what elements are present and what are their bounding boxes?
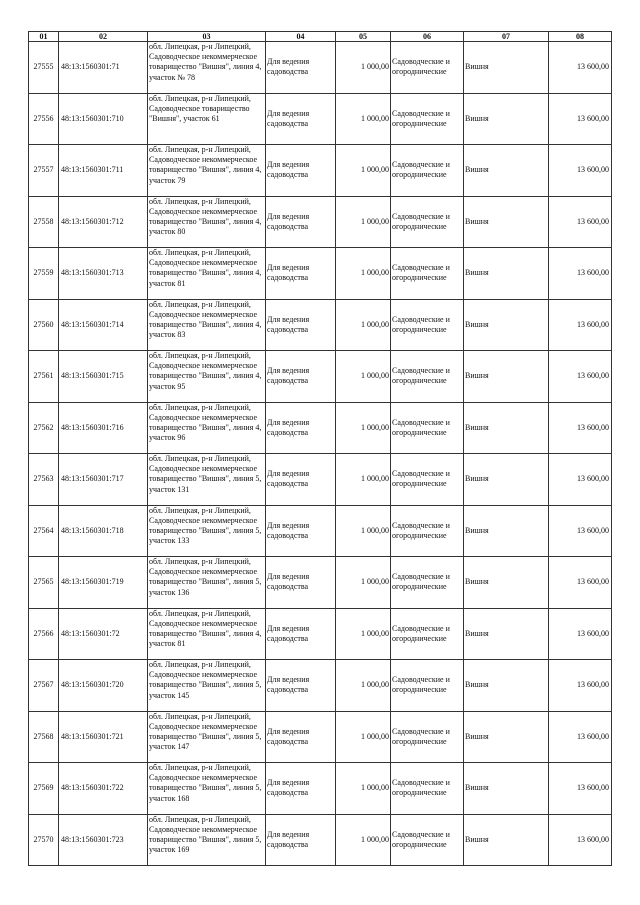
area-cell: 1 000,00	[336, 299, 391, 351]
column-header: 06	[391, 32, 464, 42]
table-row	[29, 660, 612, 712]
cadastral-cost-cell: 13 600,00	[549, 557, 612, 609]
location-cell: Вишня	[464, 711, 549, 763]
area-cell: 1 000,00	[336, 763, 391, 815]
location-cell: Вишня	[464, 608, 549, 660]
cadastral-cost-cell: 13 600,00	[549, 351, 612, 403]
table-row	[29, 711, 612, 763]
table-row	[29, 454, 612, 506]
cadastral-cost-cell: 13 600,00	[549, 93, 612, 145]
document-page	[28, 31, 611, 866]
land-category-cell: Садоводческие и огороднические	[391, 505, 464, 557]
permitted-use-cell: Для ведения садоводства	[266, 402, 336, 454]
cadastral-number-cell: 48:13:1560301:720	[59, 660, 148, 712]
table-row	[29, 814, 612, 866]
permitted-use-cell: Для ведения садоводства	[266, 711, 336, 763]
address-cell	[148, 196, 266, 248]
cadastral-cost-cell: 13 600,00	[549, 711, 612, 763]
row-number-cell: 27568	[29, 711, 59, 763]
row-number-cell: 27561	[29, 351, 59, 403]
row-number-cell: 27565	[29, 557, 59, 609]
address-cell	[148, 660, 266, 712]
location-cell: Вишня	[464, 660, 549, 712]
location-cell: Вишня	[464, 454, 549, 506]
land-category-cell: Садоводческие и огороднические	[391, 351, 464, 403]
table-row	[29, 248, 612, 300]
table-row	[29, 505, 612, 557]
address-text: обл. Липецкая, р-н Липецкий, Садоводческое некоммерческое товарищество "Вишня", линия 4, участок 83	[149, 299, 262, 340]
address-text: обл. Липецкая, р-н Липецкий, Садоводческое некоммерческое товарищество "Вишня", линия 4, участок 79	[149, 145, 262, 185]
address-text: обл. Липецкая, р-н Липецкий, Садоводческое некоммерческое товарищество "Вишня", линия 4, участок 81	[149, 248, 262, 288]
address-text: обл. Липецкая, р-н Липецкий, Садоводческое некоммерческое товарищество "Вишня", линия 5, участок 136	[149, 557, 262, 597]
row-number-cell: 27566	[29, 608, 59, 660]
location-cell: Вишня	[464, 814, 549, 866]
land-plots-table	[28, 31, 612, 866]
address-text: обл. Липецкая, р-н Липецкий, Садоводческое товарищество "Вишня", участок 61	[149, 93, 251, 123]
land-category-cell: Садоводческие и огороднические	[391, 248, 464, 300]
address-cell	[148, 299, 266, 351]
permitted-use-cell: Для ведения садоводства	[266, 42, 336, 94]
cadastral-cost-cell: 13 600,00	[549, 505, 612, 557]
land-category-cell: Садоводческие и огороднические	[391, 660, 464, 712]
cadastral-number-cell: 48:13:1560301:715	[59, 351, 148, 403]
address-text: обл. Липецкая, р-н Липецкий, Садоводческое некоммерческое товарищество "Вишня", линия 5, участок 133	[149, 505, 262, 546]
area-cell: 1 000,00	[336, 93, 391, 145]
permitted-use-cell: Для ведения садоводства	[266, 763, 336, 815]
column-header: 04	[266, 32, 336, 42]
cadastral-number-cell: 48:13:1560301:71	[59, 42, 148, 94]
address-cell	[148, 608, 266, 660]
address-cell	[148, 402, 266, 454]
land-category-cell: Садоводческие и огороднические	[391, 454, 464, 506]
cadastral-number-cell: 48:13:1560301:712	[59, 196, 148, 248]
area-cell: 1 000,00	[336, 454, 391, 506]
table-row	[29, 351, 612, 403]
row-number-cell: 27558	[29, 196, 59, 248]
permitted-use-cell: Для ведения садоводства	[266, 557, 336, 609]
column-header: 05	[336, 32, 391, 42]
area-cell: 1 000,00	[336, 145, 391, 197]
location-cell: Вишня	[464, 299, 549, 351]
address-cell	[148, 763, 266, 815]
column-header: 02	[59, 32, 148, 42]
location-cell: Вишня	[464, 505, 549, 557]
cadastral-cost-cell: 13 600,00	[549, 145, 612, 197]
address-text: обл. Липецкая, р-н Липецкий, Садоводческое некоммерческое товарищество "Вишня", линия 4, участок 80	[149, 196, 262, 237]
area-cell: 1 000,00	[336, 608, 391, 660]
permitted-use-cell: Для ведения садоводства	[266, 93, 336, 145]
row-number-cell: 27569	[29, 763, 59, 815]
cadastral-cost-cell: 13 600,00	[549, 248, 612, 300]
permitted-use-cell: Для ведения садоводства	[266, 454, 336, 506]
location-cell: Вишня	[464, 196, 549, 248]
table-row	[29, 763, 612, 815]
land-category-cell: Садоводческие и огороднические	[391, 93, 464, 145]
cadastral-number-cell: 48:13:1560301:719	[59, 557, 148, 609]
location-cell: Вишня	[464, 42, 549, 94]
cadastral-number-cell: 48:13:1560301:72	[59, 608, 148, 660]
area-cell: 1 000,00	[336, 711, 391, 763]
area-cell: 1 000,00	[336, 248, 391, 300]
header-row	[29, 32, 612, 42]
cadastral-cost-cell: 13 600,00	[549, 814, 612, 866]
row-number-cell: 27567	[29, 660, 59, 712]
cadastral-number-cell: 48:13:1560301:718	[59, 505, 148, 557]
land-category-cell: Садоводческие и огороднические	[391, 299, 464, 351]
address-cell	[148, 711, 266, 763]
address-text: обл. Липецкая, р-н Липецкий, Садоводческое некоммерческое товарищество "Вишня", линия 4, участок 81	[149, 608, 262, 649]
column-header: 07	[464, 32, 549, 42]
table-row	[29, 608, 612, 660]
land-category-cell: Садоводческие и огороднические	[391, 711, 464, 763]
address-cell	[148, 248, 266, 300]
land-category-cell: Садоводческие и огороднические	[391, 196, 464, 248]
row-number-cell: 27570	[29, 814, 59, 866]
location-cell: Вишня	[464, 402, 549, 454]
location-cell: Вишня	[464, 93, 549, 145]
address-text: обл. Липецкая, р-н Липецкий, Садоводческое некоммерческое товарищество "Вишня", линия 5, участок 168	[149, 763, 262, 803]
row-number-cell: 27555	[29, 42, 59, 94]
row-number-cell: 27560	[29, 299, 59, 351]
area-cell: 1 000,00	[336, 42, 391, 94]
area-cell: 1 000,00	[336, 402, 391, 454]
land-category-cell: Садоводческие и огороднические	[391, 557, 464, 609]
cadastral-cost-cell: 13 600,00	[549, 402, 612, 454]
cadastral-number-cell: 48:13:1560301:716	[59, 402, 148, 454]
row-number-cell: 27564	[29, 505, 59, 557]
address-text: обл. Липецкая, р-н Липецкий, Садоводческое некоммерческое товарищество "Вишня", линия 4, участок № 78	[149, 42, 262, 82]
address-cell	[148, 42, 266, 94]
permitted-use-cell: Для ведения садоводства	[266, 145, 336, 197]
cadastral-cost-cell: 13 600,00	[549, 42, 612, 94]
column-header: 08	[549, 32, 612, 42]
location-cell: Вишня	[464, 248, 549, 300]
address-cell	[148, 814, 266, 866]
permitted-use-cell: Для ведения садоводства	[266, 505, 336, 557]
area-cell: 1 000,00	[336, 196, 391, 248]
cadastral-number-cell: 48:13:1560301:722	[59, 763, 148, 815]
cadastral-number-cell: 48:13:1560301:713	[59, 248, 148, 300]
address-cell	[148, 351, 266, 403]
cadastral-number-cell: 48:13:1560301:717	[59, 454, 148, 506]
permitted-use-cell: Для ведения садоводства	[266, 196, 336, 248]
land-category-cell: Садоводческие и огороднические	[391, 814, 464, 866]
land-category-cell: Садоводческие и огороднические	[391, 763, 464, 815]
row-number-cell: 27556	[29, 93, 59, 145]
row-number-cell: 27562	[29, 402, 59, 454]
address-text: обл. Липецкая, р-н Липецкий, Садоводческое некоммерческое товарищество "Вишня", линия 4, участок 95	[149, 351, 262, 391]
address-cell	[148, 557, 266, 609]
row-number-cell: 27557	[29, 145, 59, 197]
location-cell: Вишня	[464, 763, 549, 815]
column-header: 03	[148, 32, 266, 42]
land-category-cell: Садоводческие и огороднические	[391, 145, 464, 197]
address-text: обл. Липецкая, р-н Липецкий, Садоводческое некоммерческое товарищество "Вишня", линия 5, участок 131	[149, 454, 262, 494]
table-row	[29, 145, 612, 197]
permitted-use-cell: Для ведения садоводства	[266, 660, 336, 712]
address-text: обл. Липецкая, р-н Липецкий, Садоводческое некоммерческое товарищество "Вишня", линия 5, участок 145	[149, 660, 262, 700]
cadastral-cost-cell: 13 600,00	[549, 454, 612, 506]
location-cell: Вишня	[464, 145, 549, 197]
permitted-use-cell: Для ведения садоводства	[266, 299, 336, 351]
area-cell: 1 000,00	[336, 505, 391, 557]
cadastral-number-cell: 48:13:1560301:721	[59, 711, 148, 763]
permitted-use-cell: Для ведения садоводства	[266, 608, 336, 660]
address-cell	[148, 454, 266, 506]
area-cell: 1 000,00	[336, 557, 391, 609]
table-row	[29, 42, 612, 94]
address-cell	[148, 505, 266, 557]
land-category-cell: Садоводческие и огороднические	[391, 608, 464, 660]
address-text: обл. Липецкая, р-н Липецкий, Садоводческое некоммерческое товарищество "Вишня", линия 5, участок 147	[149, 711, 262, 752]
address-cell	[148, 93, 266, 145]
area-cell: 1 000,00	[336, 660, 391, 712]
cadastral-number-cell: 48:13:1560301:710	[59, 93, 148, 145]
table-row	[29, 557, 612, 609]
permitted-use-cell: Для ведения садоводства	[266, 351, 336, 403]
cadastral-cost-cell: 13 600,00	[549, 608, 612, 660]
table-row	[29, 196, 612, 248]
cadastral-cost-cell: 13 600,00	[549, 299, 612, 351]
table-row	[29, 299, 612, 351]
row-number-cell: 27563	[29, 454, 59, 506]
land-category-cell: Садоводческие и огороднические	[391, 42, 464, 94]
cadastral-cost-cell: 13 600,00	[549, 660, 612, 712]
address-text: обл. Липецкая, р-н Липецкий, Садоводческое некоммерческое товарищество "Вишня", линия 5, участок 169	[149, 814, 262, 855]
cadastral-number-cell: 48:13:1560301:714	[59, 299, 148, 351]
location-cell: Вишня	[464, 557, 549, 609]
land-category-cell: Садоводческие и огороднические	[391, 402, 464, 454]
address-cell	[148, 145, 266, 197]
permitted-use-cell: Для ведения садоводства	[266, 248, 336, 300]
cadastral-number-cell: 48:13:1560301:711	[59, 145, 148, 197]
cadastral-number-cell: 48:13:1560301:723	[59, 814, 148, 866]
address-text: обл. Липецкая, р-н Липецкий, Садоводческое некоммерческое товарищество "Вишня", линия 4, участок 96	[149, 402, 262, 443]
row-number-cell: 27559	[29, 248, 59, 300]
column-header: 01	[29, 32, 59, 42]
area-cell: 1 000,00	[336, 351, 391, 403]
cadastral-cost-cell: 13 600,00	[549, 196, 612, 248]
table-row	[29, 93, 612, 145]
cadastral-cost-cell: 13 600,00	[549, 763, 612, 815]
location-cell: Вишня	[464, 351, 549, 403]
permitted-use-cell: Для ведения садоводства	[266, 814, 336, 866]
table-row	[29, 402, 612, 454]
area-cell: 1 000,00	[336, 814, 391, 866]
